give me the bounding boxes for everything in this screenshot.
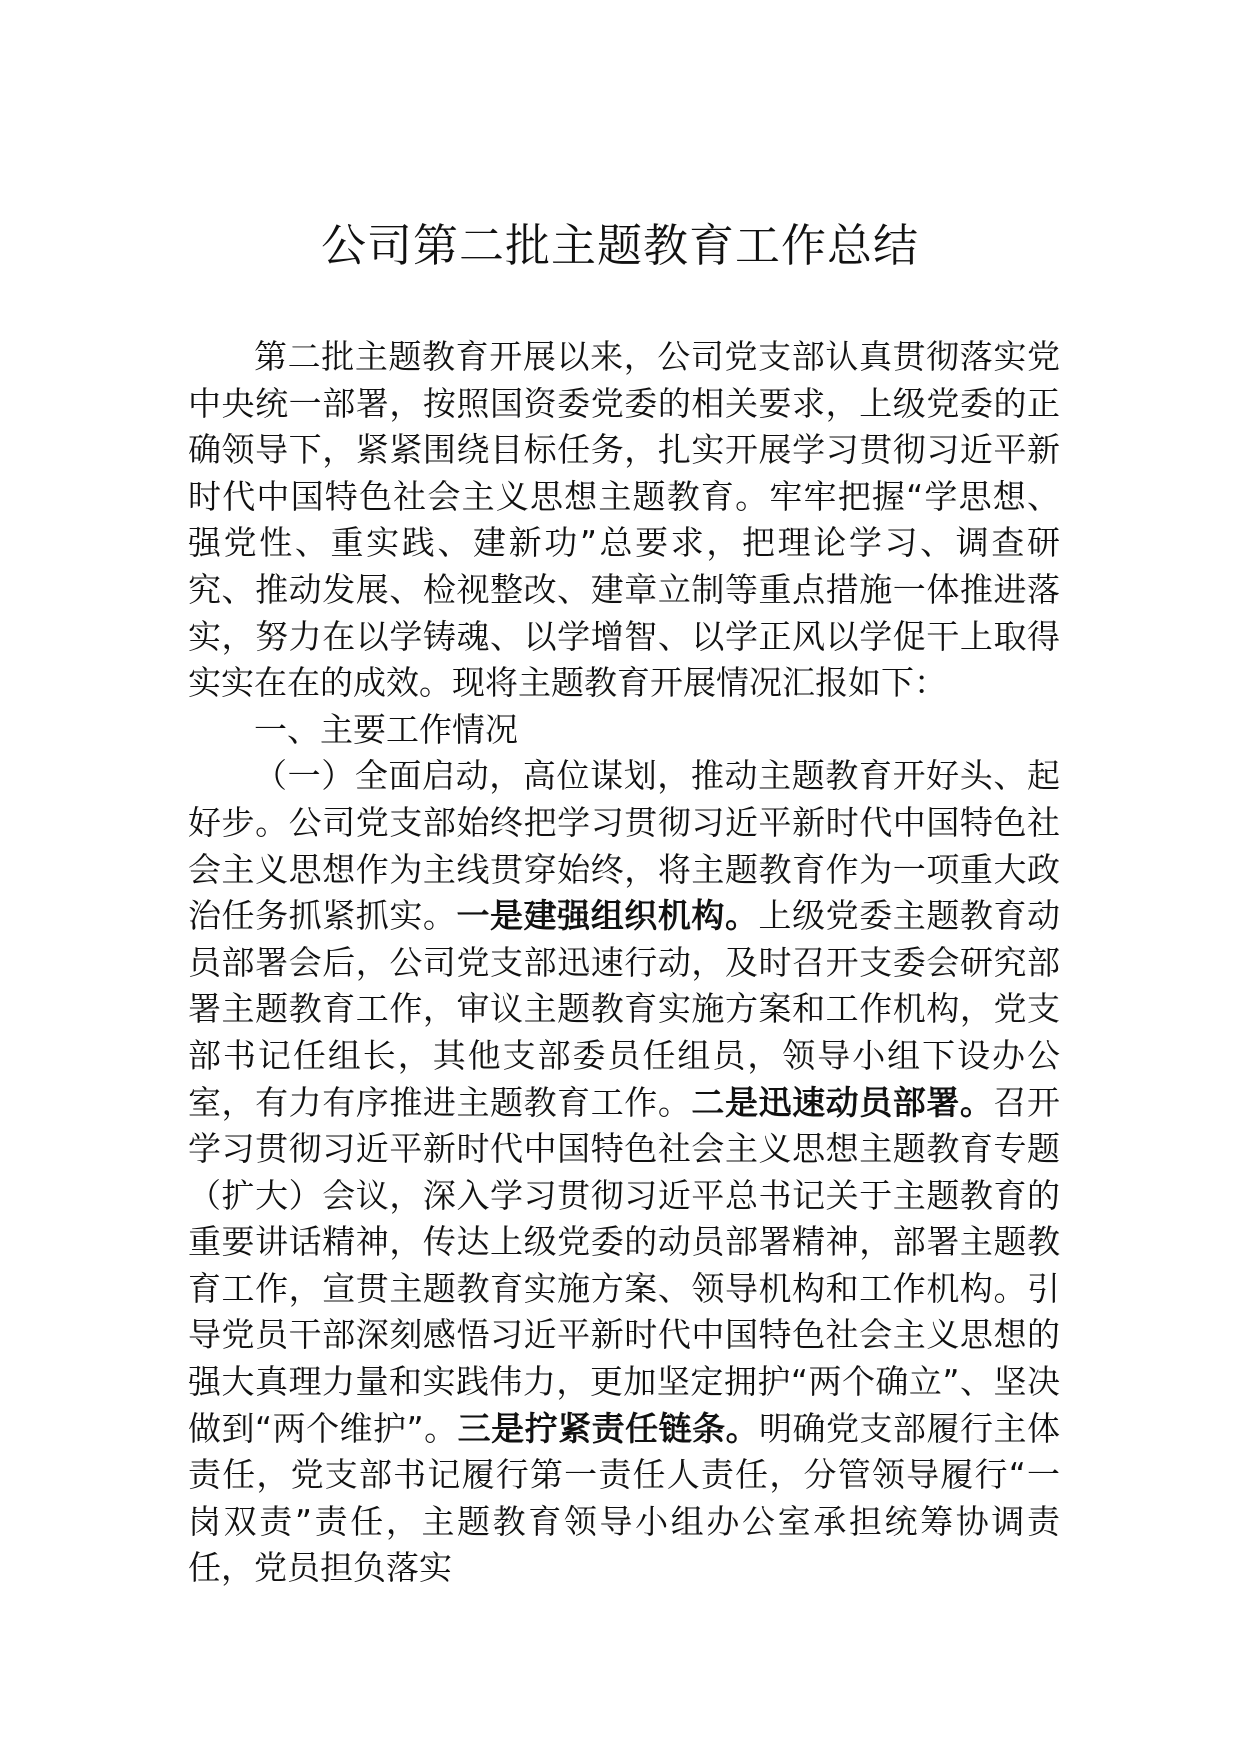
- point-text: 召开学习贯彻习近平新时代中国特色社会主义思想主题教育专题（扩大）会议，深入学习贯彻习近平总书记关于主题教育的重要讲话精神，传达上级党委的动员部署精神，部署主题教育工作，宣贯主题教育实施方案、领导机构和工作机构。引导党员干部深刻感悟习近平新时代中国特色社会主义思想的强大真理力量和实践伟力，更加坚定拥护“两个确立”、坚决做到“两个维护”。: [188, 1082, 1061, 1448]
- intro-paragraph: 第二批主题教育开展以来，公司党支部认真贯彻落实党中央统一部署，按照国资委党委的相关要求，上级党委的正确领导下，紧紧围绕目标任务，扎实开展学习贯彻习近平新时代中国特色社会主义思想主题教育。牢牢把握“学思想、强党性、重实践、建新功”总要求，把理论学习、调查研究、推动发展、检视整改、建章立制等重点措施一体推进落实，努力在以学铸魂、以学增智、以学正风以学促干上取得实实在在的成效。现将主题教育开展情况汇报如下：: [188, 337, 1060, 703]
- point-text: 上级党委主题教育动员部署会后，公司党支部迅速行动，及时召开支委会研究部署主题教育工作，审议主题教育实施方案和工作机构，党支部书记任组长，其他支部委员任组员，领导小组下设办公室，有力有序推进主题教育工作。: [188, 896, 1061, 1122]
- document-title: 公司第二批主题教育工作总结: [320, 219, 919, 272]
- subsection-paragraph: [188, 753, 1060, 1592]
- point-title: 一是建强组织机构。: [456, 896, 759, 936]
- point-title: 三是拧紧责任链条。: [457, 1408, 760, 1448]
- point-title: 二是迅速动员部署。: [691, 1082, 994, 1122]
- section-heading: 一、主要工作情况: [254, 709, 518, 749]
- document-body: [188, 334, 1060, 1592]
- point-text: 明确党支部履行主体责任，党支部书记履行第一责任人责任，分管领导履行“一岗双责”责任，主题教育领导小组办公室承担统筹协调责任，党员担负落实: [188, 1408, 1060, 1588]
- subsection-lead: （一）全面启动，高位谋划，推动主题教育开好头、起好步。公司党支部始终把学习贯彻习近平新时代中国特色社会主义思想作为主线贯穿始终，将主题教育作为一项重大政治任务抓紧抓实。: [188, 756, 1060, 936]
